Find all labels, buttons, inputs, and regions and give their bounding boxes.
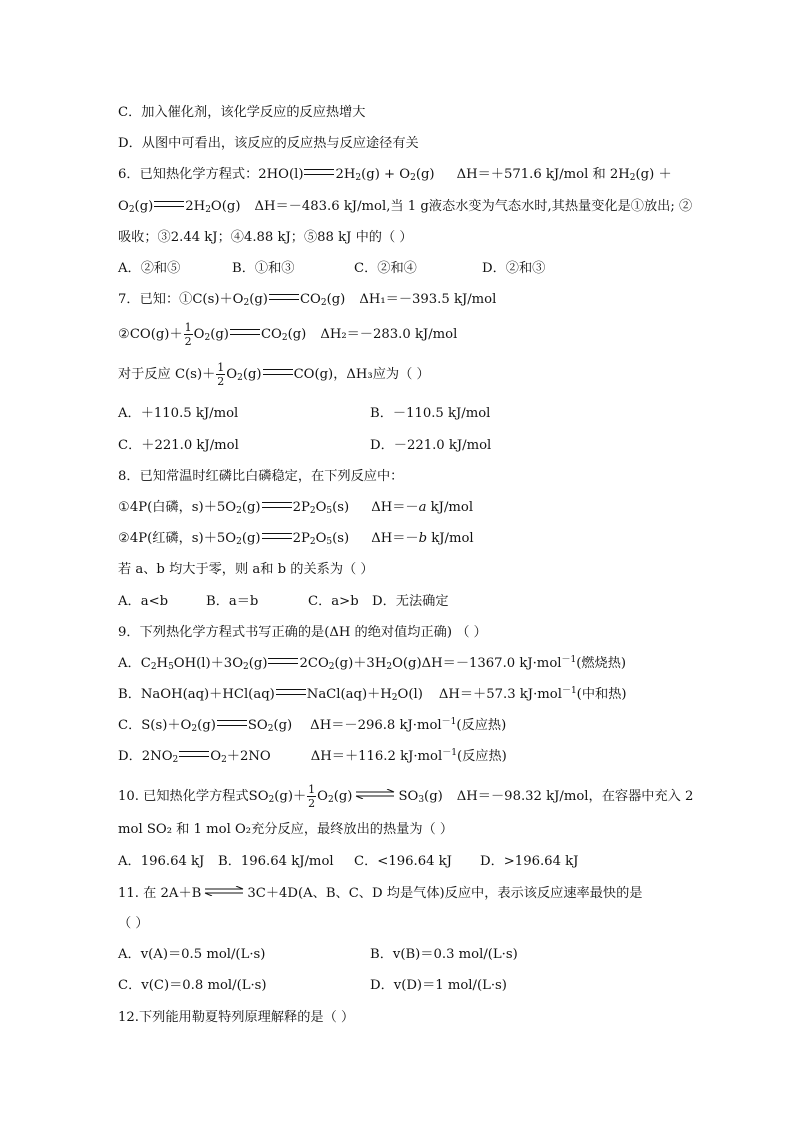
q10-option-b: B．196.64 kJ/mol	[218, 854, 334, 869]
q10-option-c: C．<196.64 kJ	[354, 854, 452, 869]
q5-option-d: D．从图中可看出，该反应的反应热与反应途径有关	[118, 136, 419, 151]
q8-reaction-1: ①4P(白磷，$s)+5O_2(g)$ $2P_2O_5(s)$ ΔH＝－a kJ/mol	[118, 500, 474, 516]
reversible-arrow-icon	[204, 886, 244, 896]
q11-option-c: C．v(C)＝0.8 mol/(L·s)	[118, 978, 267, 993]
q6-option-d: D．②和③	[482, 261, 546, 276]
q11-option-a: A．v(A)＝0.5 mol/(L·s)	[118, 947, 266, 962]
q8-option-a: A．a<b	[118, 594, 169, 609]
q11-stem: 11. 在 2A＋B 3C＋4D(A、B、C、D 均是气体)反应中，表示该反应速率最快的是	[118, 886, 643, 901]
q6-option-c: C．②和④	[354, 261, 417, 276]
q7-line1: 7．已知：$①C(s)+O_2(g)$ $CO_2(g)$ ΔH₁＝－393.5 kJ/mol	[118, 292, 497, 308]
q7-ask: 对于反应 C(s)＋ $\frac{1}{2}$ $O_2(g)$ CO(g)，ΔH₃应为（ ）	[118, 361, 430, 388]
q8-condition: 若 a、b 均大于零，则 a和 b 的关系为（ ）	[118, 562, 374, 577]
reversible-arrow-icon	[355, 789, 395, 799]
q6-option-b: B．①和③	[232, 261, 295, 276]
q8-option-c: C．a>b	[308, 594, 359, 609]
q5-option-c: C．加入催化剂，该化学反应的反应热增大	[118, 105, 366, 120]
q6-options	[118, 262, 545, 275]
q9-option-b: B．NaOH(aq)＋HCl(aq) $NaCl(aq)+H_2O(l)$ ΔH＝＋57.3 kJ·mol$^{-1}$(中和热)	[118, 686, 627, 703]
q8-option-b: B．a＝b	[206, 594, 259, 609]
q11-option-d: D．v(D)＝1 mol/(L·s)	[370, 978, 507, 993]
q9-option-a: A．$C_2H_5OH(l)+3O_2(g)$ $2CO_2(g)+3H_2O(g)\Delta H=-1367.0$ kJ·mol$^{-1}$(燃烧热)	[118, 655, 627, 672]
q6-option-a: A．②和⑤	[118, 261, 181, 276]
q10-options	[118, 855, 578, 868]
q7-option-c: C．＋221.0 kJ/mol	[118, 438, 239, 453]
q8-options	[118, 595, 449, 608]
q7-option-b: B．－110.5 kJ/mol	[370, 406, 491, 421]
q10-option-d: D．>196.64 kJ	[480, 854, 579, 869]
q9-option-c: C．$S(s)+O_2(g)$ $SO_2(g)$ ΔH＝－296.8 kJ·mol$^{-1}$(反应热)	[118, 717, 507, 734]
q9-stem: 9．下列热化学方程式书写正确的是(ΔH 的绝对值均正确) （ ）	[118, 625, 487, 640]
q11-paren: （ ）	[118, 916, 149, 931]
q6-line2: $O_2(g)$ $2H_2O(g)$ ΔH＝－483.6 kJ/mol,当 1 g液态水变为气态水时,其热量变化是①放出; ②	[118, 199, 693, 215]
q6-line3: 吸收；③2.44 kJ；④4.88 kJ；⑤88 kJ 中的（ ）	[118, 230, 413, 245]
q7-option-d: D．－221.0 kJ/mol	[370, 438, 492, 453]
q10-line2: mol SO₂ 和 1 mol O₂充分反应，最终放出的热量为（ ）	[118, 822, 454, 837]
q10-option-a: A．196.64 kJ	[118, 854, 205, 869]
q11-option-b: B．v(B)＝0.3 mol/(L·s)	[370, 947, 518, 962]
q12-stem: 12.下列能用勒夏特列原理解释的是（ ）	[118, 1010, 355, 1025]
q8-reaction-2: ②4P(红磷，$s)+5O_2(g)$ $2P_2O_5(s)$ ΔH＝－b kJ/mol	[118, 531, 474, 547]
q8-option-d: D．无法确定	[372, 594, 449, 609]
q7-option-a: A．＋110.5 kJ/mol	[118, 406, 239, 421]
q6-line1: 6．已知热化学方程式：2HO(l) $2H_2(g) + O_2(g)$ ΔH＝＋571.6 kJ/mol 和 $2H_2(g)$ ＋	[118, 167, 672, 183]
q8-stem: 8．已知常温时红磷比白磷稳定，在下列反应中：	[118, 469, 404, 484]
q10-stem: 10. 已知热化学方程式$SO_2(g)+$ $\frac{1}{2}$ $O_2(g)$ $SO_3(g)$ ΔH＝－98.32 kJ/mol，在容器中充入 2	[118, 783, 694, 810]
q7-line2: ②CO(g)＋ $\frac{1}{2}$ $O_2(g)$ $CO_2(g)$ ΔH₂＝－283.0 kJ/mol	[118, 321, 458, 348]
q9-option-d: D．$2NO_2$ $O_2+2NO$ ΔH＝＋116.2 kJ·mol$^{-1}$(反应热)	[118, 748, 507, 765]
